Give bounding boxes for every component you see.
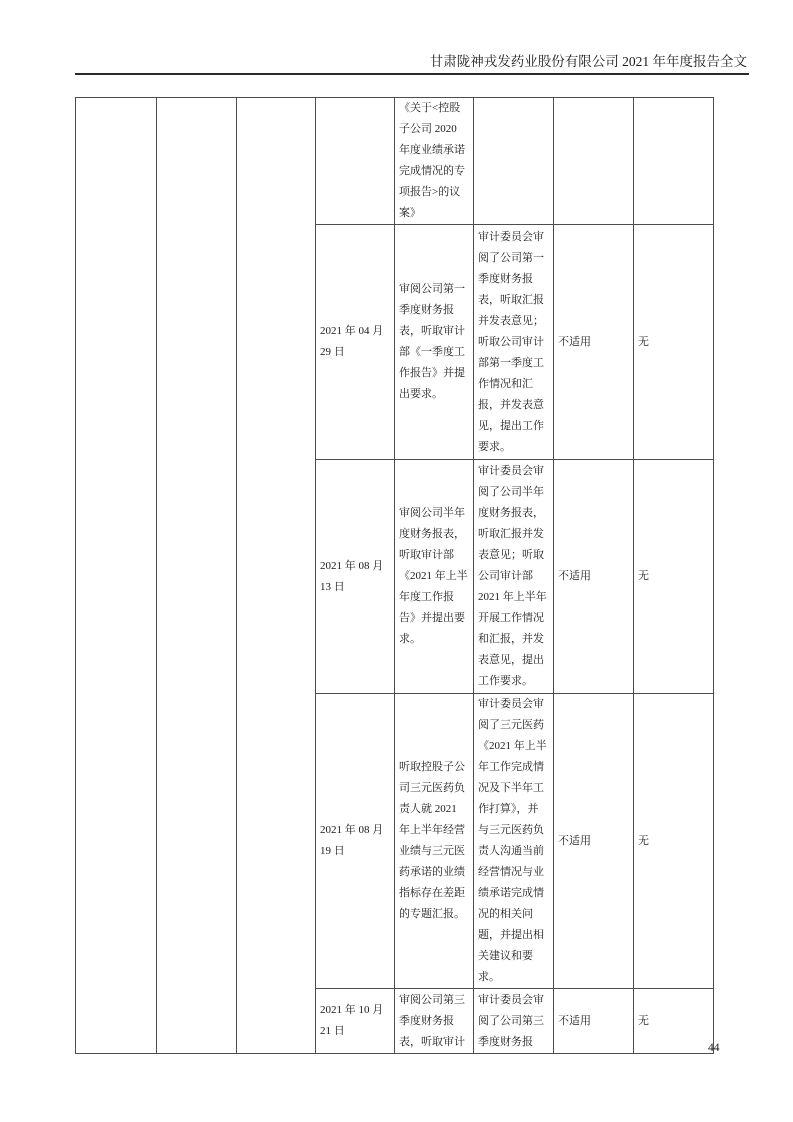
performance-detail-cell: 审计委员会审阅了公司第一季度财务报表，听取汇报并发表意见；听取公司审计部第一季度工作情况和汇报，并发表意见，提出工作要求。 bbox=[474, 225, 554, 460]
opinion-cell: 不适用 bbox=[554, 460, 634, 694]
merged-empty-cell-3 bbox=[237, 98, 316, 1054]
other-cell: 无 bbox=[634, 460, 714, 694]
meeting-content-cell: 审阅公司第一季度财务报表，听取审计部《一季度工作报告》并提出要求。 bbox=[395, 225, 474, 460]
other-cell: 无 bbox=[634, 225, 714, 460]
opinion-cell bbox=[554, 98, 634, 225]
performance-detail-cell: 审计委员会审阅了公司第三季度财务报 bbox=[474, 989, 554, 1054]
merged-empty-cell-2 bbox=[157, 98, 237, 1054]
opinion-cell: 不适用 bbox=[554, 694, 634, 989]
meeting-content-cell: 审阅公司第三季度财务报表，听取审计 bbox=[395, 989, 474, 1054]
opinion-cell: 不适用 bbox=[554, 225, 634, 460]
opinion-cell: 不适用 bbox=[554, 989, 634, 1054]
performance-detail-cell: 审计委员会审阅了三元医药《2021 年上半年工作完成情况及下半年工作打算》，并与三元医药负责人沟通当前经营情况与业绩承诺完成情况的相关问题，并提出相关建议和要求。 bbox=[474, 694, 554, 989]
other-cell: 无 bbox=[634, 694, 714, 989]
meeting-date-cell: 2021 年 04 月 29 日 bbox=[316, 225, 395, 460]
meeting-date-cell: 2021 年 08 月 13 日 bbox=[316, 460, 395, 694]
performance-detail-cell: 审计委员会审阅了公司半年度财务报表，听取汇报并发表意见；听取公司审计部 2021 年上半年开展工作情况和汇报，并发表意见，提出工作要求。 bbox=[474, 460, 554, 694]
meeting-date-cell: 2021 年 10 月 21 日 bbox=[316, 989, 395, 1054]
other-cell bbox=[634, 98, 714, 225]
table-row bbox=[76, 98, 714, 225]
audit-committee-meetings-table bbox=[75, 97, 714, 1054]
meeting-content-cell: 审阅公司半年度财务报表，听取审计部《2021 年上半年度工作报告》并提出要求。 bbox=[395, 460, 474, 694]
page-number: 44 bbox=[708, 1042, 720, 1054]
meeting-date-cell bbox=[316, 98, 395, 225]
merged-empty-cell-1 bbox=[76, 98, 157, 1054]
other-cell: 无 bbox=[634, 989, 714, 1054]
header-divider-rule bbox=[75, 73, 749, 75]
meeting-content-cell: 听取控股子公司三元医药负责人就 2021 年上半年经营业绩与三元医药承诺的业绩指标存在差距的专题汇报。 bbox=[395, 694, 474, 989]
meeting-content-cell: 《关于<控股子公司 2020 年度业绩承诺完成情况的专项报告>的议案》 bbox=[395, 98, 474, 225]
performance-detail-cell bbox=[474, 98, 554, 225]
meeting-date-cell: 2021 年 08 月 19 日 bbox=[316, 694, 395, 989]
document-header-title: 甘肃陇神戎发药业股份有限公司 2021 年年度报告全文 bbox=[429, 54, 747, 69]
